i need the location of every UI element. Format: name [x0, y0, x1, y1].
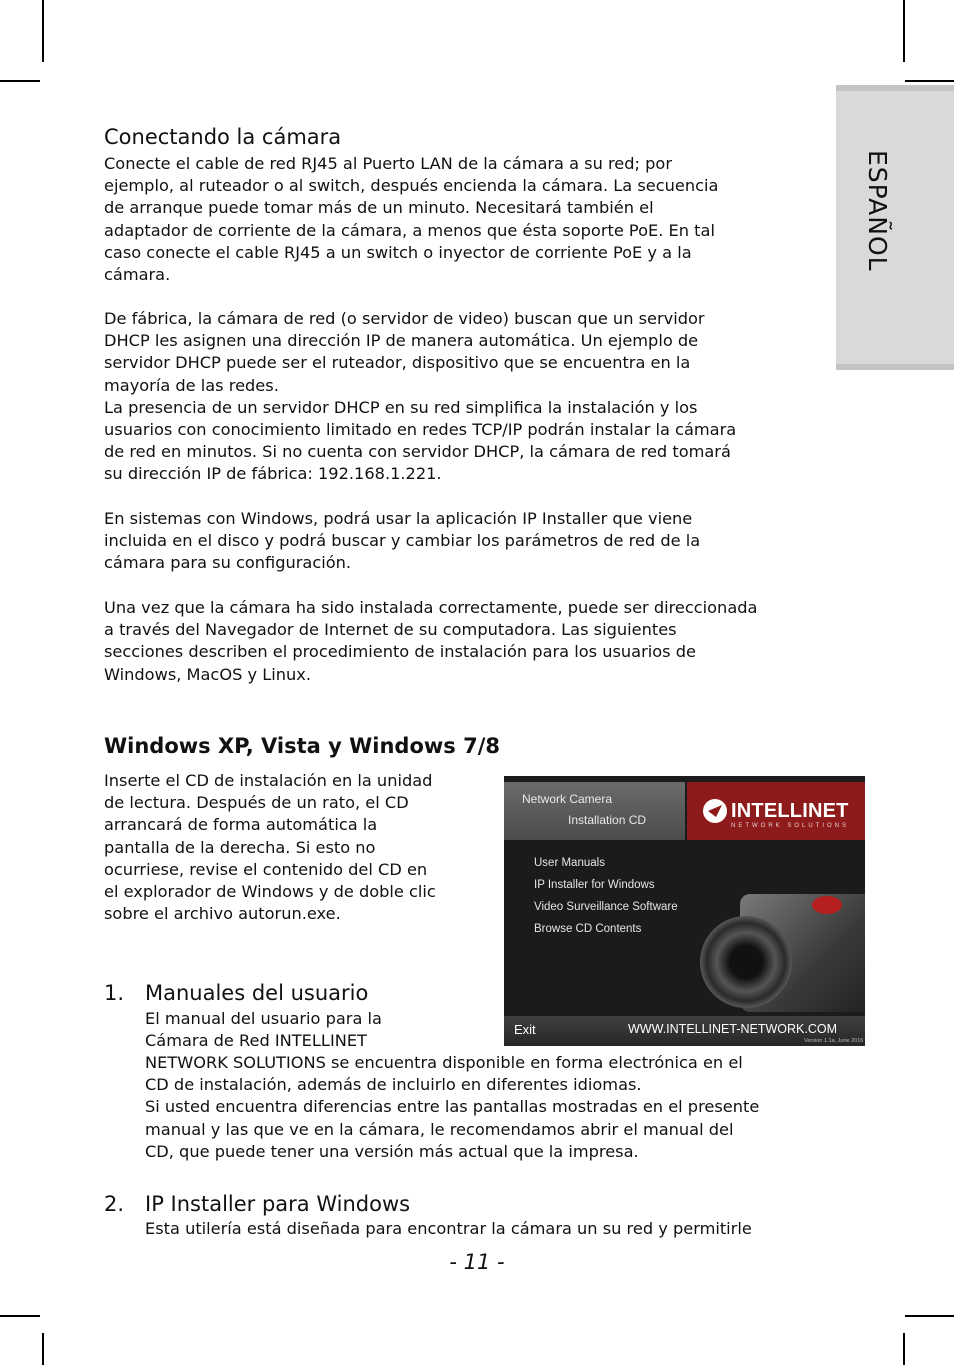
- intellinet-logo-text: INTELLINET: [731, 800, 849, 822]
- crop-mark: [0, 1315, 40, 1317]
- list-text-manuals-narrow: El manual del usuario para la Cámara de Red INTELLINET: [145, 1009, 382, 1051]
- intellinet-logo-subtitle: NETWORK SOLUTIONS: [731, 823, 850, 829]
- screenshot-title-panel: [504, 782, 685, 840]
- crop-mark: [42, 1333, 44, 1365]
- list-title-ip-installer: IP Installer para Windows: [145, 1192, 411, 1216]
- intellinet-logo-icon: [703, 799, 727, 823]
- section-heading-connecting: Conectando la cámara: [104, 125, 342, 149]
- screenshot-menu: [534, 852, 678, 940]
- screenshot-version: Version 1.1a, June 2016: [804, 1038, 864, 1044]
- crop-mark: [903, 1333, 905, 1365]
- menu-item-video-surveillance: Video Surveillance Software: [534, 901, 678, 913]
- paragraph-connect-cable: Conecte el cable de red RJ45 al Puerto LAN de la cámara a su red; por ejemplo, al ruteador o al switch, después encienda la cámara. La secuencia de arranque puede tomar más de un minuto. Necesitará también el adaptador de corriente de la cámara, a menos que ésta soporte PoE. En tal caso conecte el cable RJ45 a un switch o inyector de corriente PoE y a la cámara.: [104, 154, 719, 285]
- menu-item-ip-installer: IP Installer for Windows: [534, 879, 655, 891]
- screenshot-title-line2: Installation CD: [568, 813, 647, 827]
- menu-item-user-manuals: User Manuals: [534, 857, 605, 869]
- page-number: - 11 -: [449, 1250, 505, 1274]
- crop-mark: [903, 0, 905, 62]
- list-text-ip-installer: Esta utilería está diseñada para encontrar la cámara un su red y permitirle: [145, 1219, 752, 1238]
- paragraph-ip-installer: En sistemas con Windows, podrá usar la aplicación IP Installer que viene incluida en el disco y podrá buscar y cambiar los parámetros de red de la cámara para su configuración.: [104, 509, 701, 573]
- list-number: 2.: [104, 1192, 125, 1216]
- screenshot-title-line1: Network Camera: [522, 792, 613, 806]
- paragraph-dhcp: De fábrica, la cámara de red (o servidor de video) buscan que un servidor DHCP les asignen una dirección IP de manera automática. Un ejemplo de servidor DHCP puede ser el ruteador, dispositivo que se encuentra en la mayoría de las redes. La presencia de un servidor DHCP en su red simplifica la instalación y los usuarios con conocimiento limitado en redes TCP/IP podrán instalar la cámara de red en minutos. Si no cuenta con servidor DHCP, la cámara de red tomará su dirección IP de fábrica: 192.168.1.221.: [104, 309, 737, 484]
- list-title-user-manuals: Manuales del usuario: [145, 981, 369, 1005]
- language-tab-label: ESPAÑOL: [863, 150, 892, 272]
- list-number: 1.: [104, 981, 125, 1005]
- camera-lens-image: [700, 916, 792, 1008]
- list-text-manuals-wide: NETWORK SOLUTIONS se encuentra disponible en forma electrónica en el CD de instalación, además de incluirlo en diferentes idiomas. Si usted encuentra diferencias entre las pantallas mostradas en el presente manual y las que ve en la cámara, le recomendamos abrir el manual del CD, que puede tener una versión más actual que la impresa.: [145, 1053, 760, 1161]
- screenshot-bottom-bar: [504, 1016, 865, 1046]
- crop-mark: [905, 80, 954, 82]
- paragraph-insert-cd: Inserte el CD de instalación en la unidad de lectura. Después de un rato, el CD arrancará de forma automática la pantalla de la derecha. Si esto no ocurriese, revise el contenido del CD en el explorador de Windows y de doble clic sobre el archivo autorun.exe.: [104, 771, 436, 924]
- menu-item-browse-cd: Browse CD Contents: [534, 923, 642, 935]
- crop-mark: [0, 80, 40, 82]
- cd-autorun-screenshot: [504, 776, 865, 1046]
- screenshot-exit-label: Exit: [514, 1022, 536, 1037]
- crop-mark: [42, 0, 44, 62]
- section-heading-windows: Windows XP, Vista y Windows 7/8: [104, 734, 500, 758]
- intellinet-logo: [687, 782, 865, 840]
- crop-mark: [905, 1315, 954, 1317]
- paragraph-browser-access: Una vez que la cámara ha sido instalada correctamente, puede ser direccionada a través del Navegador de Internet de su computadora. Las siguientes secciones describen el procedimiento de instalación para los usuarios de Windows, MacOS y Linux.: [104, 598, 758, 684]
- screenshot-url: WWW.INTELLINET-NETWORK.COM: [628, 1022, 838, 1036]
- camera-badge: [812, 896, 842, 914]
